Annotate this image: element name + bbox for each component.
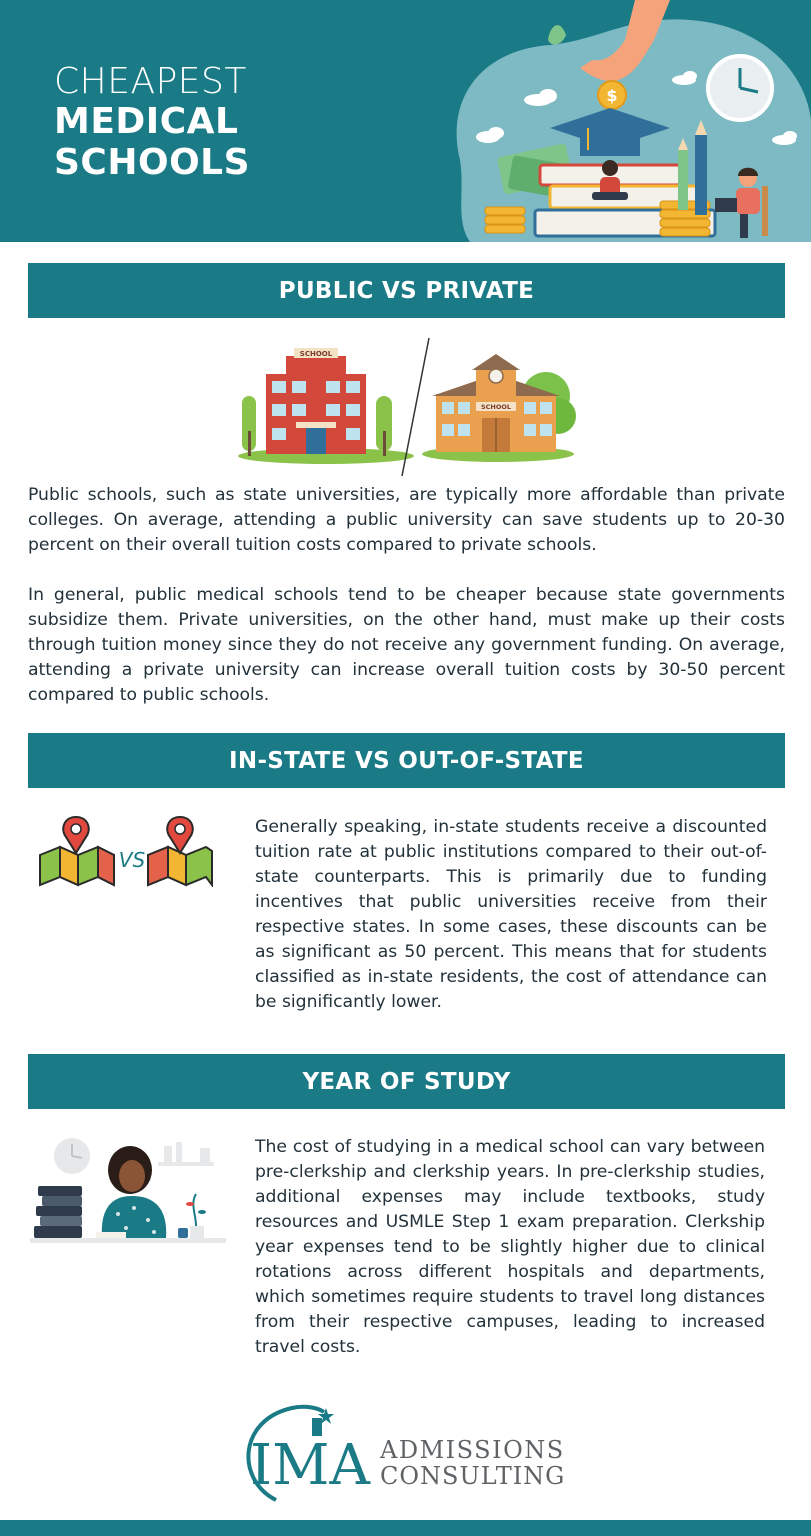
section-heading-year-of-study: YEAR OF STUDY (28, 1054, 785, 1109)
svg-text:$: $ (606, 86, 618, 105)
year-of-study-paragraph: The cost of studying in a medical school can vary between pre-clerkship and clerkship years. In pre-clerkship studies, additional expenses may include textbooks, study resources and USMLE Step 1 exam preparation. Clerkship year expenses tend to be slightly higher due to clinical rotations across different hospitals and departments, which sometimes require students to travel long distances from their respective campuses, leading to increased travel costs. (255, 1137, 765, 1357)
title-line-1: CHEAPEST (54, 61, 247, 102)
section-heading-in-state-vs-out-of-state: IN-STATE VS OUT-OF-STATE (28, 733, 785, 788)
title-line-3: SCHOOLS (54, 141, 251, 183)
in-state-paragraph: Generally speaking, in-state students receive a discounted tuition rate at public institutions compared to their out-of-state counterparts. This is primarily due to funding incentives that public universities receive from their respective states. In some cases, these discounts can be as significant as 50 percent. This means that for students classified as in-state residents, the cost of attendance can be significantly lower. (255, 817, 767, 1012)
footer-bar (0, 1520, 811, 1536)
school-sign-right: SCHOOL (480, 403, 512, 411)
vs-label: VS (118, 848, 146, 872)
header-banner (0, 0, 811, 242)
logo-mark: IMA (250, 1433, 370, 1498)
title-line-2: MEDICAL (54, 101, 239, 143)
logo-line-1: ADMISSIONS (380, 1436, 565, 1464)
logo-line-2: CONSULTING (380, 1462, 566, 1490)
page-title (54, 62, 250, 183)
student-studying-illustration (30, 1134, 230, 1254)
public-vs-private-paragraph-1: Public schools, such as state universities, are typically more affordable than private colleges. On average, attending a public university can save students up to 20-30 percent on their overall tuition costs compared to private schools. (28, 485, 785, 555)
section-heading-public-vs-private: PUBLIC VS PRIVATE (28, 263, 785, 318)
school-sign-left: SCHOOL (299, 350, 333, 358)
ima-admissions-consulting-logo (236, 1400, 586, 1510)
public-vs-private-schools-illustration (236, 336, 576, 478)
hero-illustration (440, 0, 811, 242)
maps-comparison-illustration (36, 815, 216, 887)
public-vs-private-paragraph-2: In general, public medical schools tend to be cheaper because state governments subsidize them. Private universities, on the other hand, must make up their costs through tuition money since they do not receive any government funding. On average, attending a private university can increase overall tuition costs by 30-50 percent compared to public schools. (28, 585, 785, 705)
